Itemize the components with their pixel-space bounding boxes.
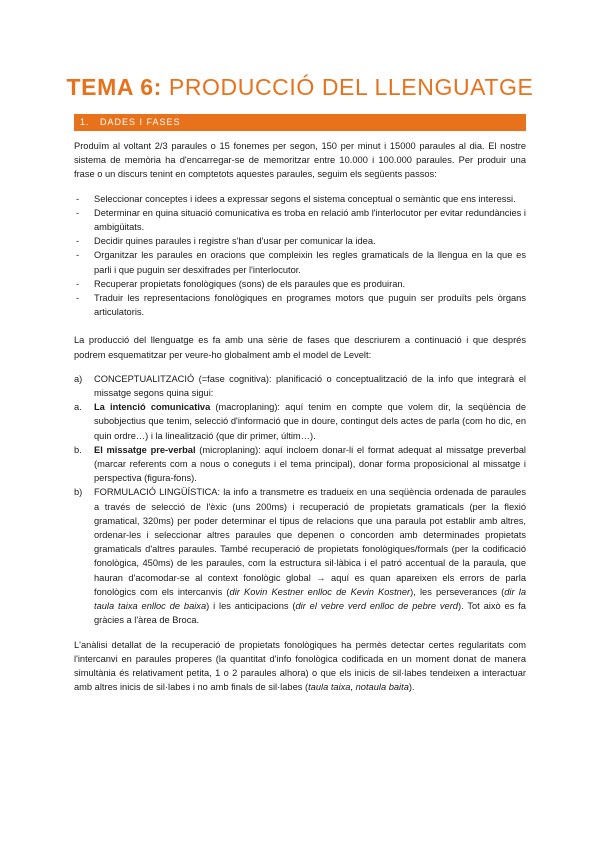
page-title [0, 74, 600, 101]
steps-list [74, 192, 526, 320]
subphase-communicative-intention: a. La intenció comunicativa (macroplaning): aquí tenim en compte que volem dir, la seqüència de subobjectius que tenim, selecció d'informació que in doure, contingut dels actes de parla (com ho dic, en quin ordre…) i la linealització (que dir primer, últim…). [74, 402, 526, 441]
list-item: - Seleccionar conceptes i idees a expressar segons el sistema conceptual o semàntic que ens interessi. [76, 193, 516, 204]
title-number: TEMA 6: [66, 74, 162, 100]
body-content [74, 139, 526, 694]
list-item: - Traduir les representacions fonològiques en programes motors que puguin ser produïts pels òrgans articulatoris. [76, 293, 526, 318]
analysis-paragraph: L'anàlisi detallat de la recuperació de propietats fonològiques ha permès detectar certes regularitats com l'intercanvi en paraules properes (la quantitat d'info fonològica codificada en un moment donat de manera simultània és relativament petita, 1 o 2 paraules alhora) o que els inicis de sil·labes tendeixen a interactuar amb altres inicis de sil·labes i no amb finals de sil·labes (taula taixa, notaula baita). [74, 639, 526, 693]
phase-linguistic-formulation: b) FORMULACIÓ LINGÜÍSTICA: la info a transmetre es tradueix en una seqüència ordenada de paraules a través de selecció de l'èxic (uns 200ms) i recuperació de propietats gramaticals (per la flexió gramatical, 320ms) per poder determinar el tipus de relacions que una paraula pot establir amb altres, ordenar-les i seleccionar altres paraules que depenen o concorden amb determinades propietats gramaticals d'altres paraules. També recuperació de propietats fonològiques/formals (per la codificació fonològica, 450ms) de les paraules, com la estructura sil·làbica i el patró accentual de la paraula, que hauran d'acomodar-se al context fonològic global → aquí es quan apareixen els errors de parla fonològics com els intercanvis (dir Kovin Kestner enlloc de Kevin Kostner), les perseverances (dir la taula taixa enlloc de baixa) i les anticipacions (dir el vebre verd enlloc de pebre verd). Tot això es fa gràcies a l'àrea de Broca. [74, 487, 527, 626]
section-header [74, 114, 526, 131]
section-label: DADES I FASES [100, 117, 181, 127]
subphase-preverbal-message: b. El missatge pre-verbal (microplaning): aquí incloem donar-li el format adequat al missatge preverbal (marcar referents com a nous o coneguts i el tema principal), donar forma proposicional al missatge i perspectiva (figura-fons). [74, 444, 526, 484]
list-item: - Decidir quines paraules i registre s'han d'usar per comunicar la idea. [76, 236, 376, 247]
phase-conceptualization: a) CONCEPTUALITZACIÓ (=fase cognitiva): planificació o conceptualització de la info que integrarà el missatge segons quina sigui: [74, 373, 527, 399]
intro-paragraph: Produïm al voltant 2/3 paraules o 15 fonemes per segon, 150 per minut i 15000 paraules al dia. El nostre sistema de memòria ha d'encarregar-se de memoritzar entre 10.000 i 100.000 paraules. Per produir una frase o un discurs tenint en comptetots aquestes paraules, seguim els següents passos: [74, 141, 526, 180]
section-number: 1. [80, 117, 90, 127]
list-item: - Organitzar les paraules en oracions que compleixin les regles gramaticals de la llengua en la que es parli i que puguin ser desxifrades per l'interlocutor. [76, 250, 526, 275]
levelt-paragraph: La producció del llenguatge es fa amb una sèrie de fases que descriurem a continuació i que després podrem esquematitzar per veure-ho globalment amb el model de Levelt: [74, 335, 526, 360]
list-item: - Recuperar propietats fonològiques (sons) de els paraules que es produiran. [76, 278, 406, 289]
phases-list [74, 372, 526, 628]
title-text: PRODUCCIÓ DEL LLENGUATGE [168, 74, 534, 100]
list-item: - Determinar en quina situació comunicativa es troba en relació amb l'interlocutor per evitar redundàncies i ambigüitats. [76, 207, 526, 233]
